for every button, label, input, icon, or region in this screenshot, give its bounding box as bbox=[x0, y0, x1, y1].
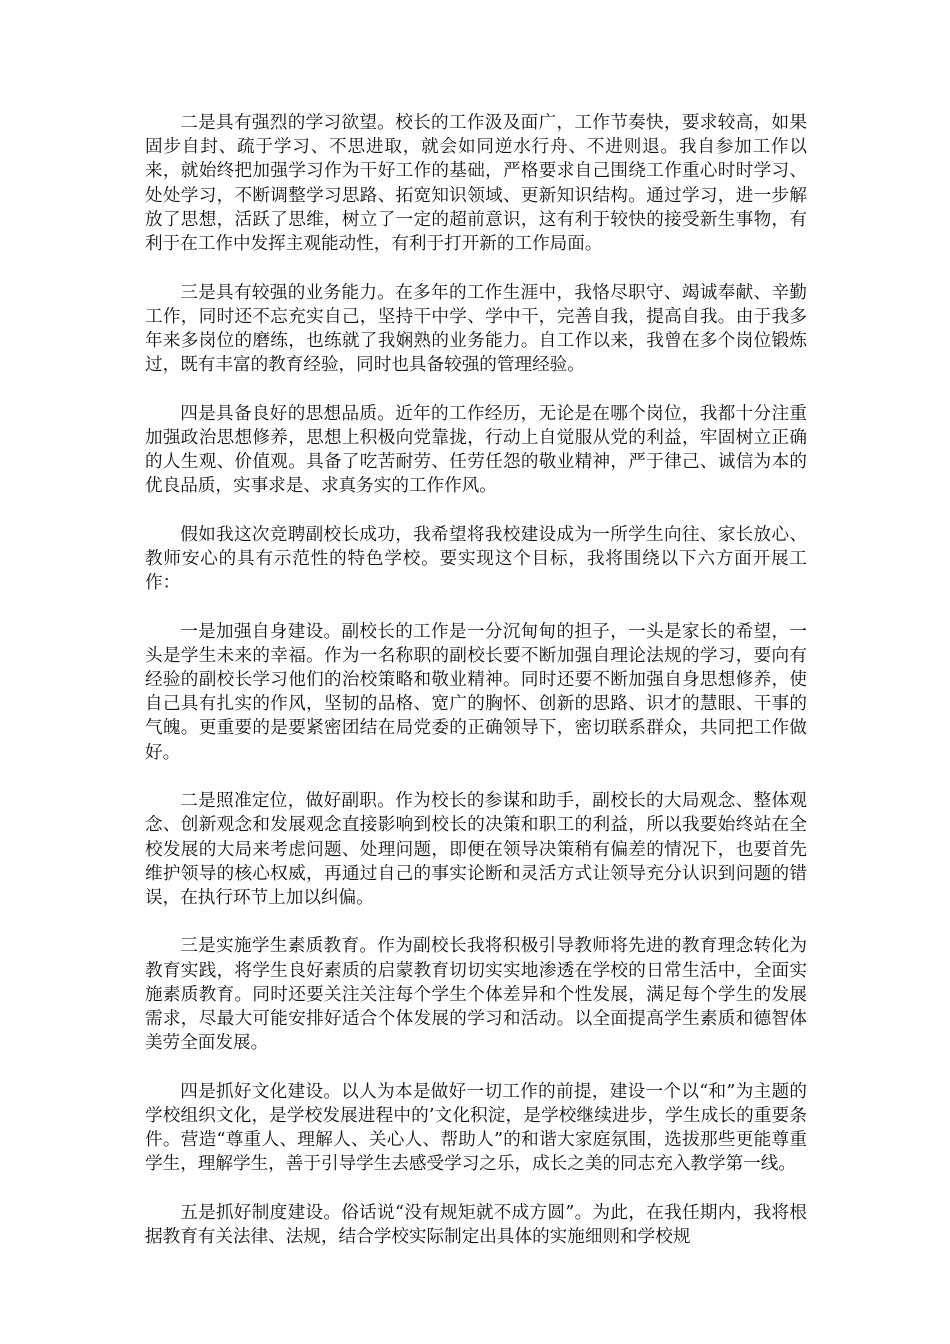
paragraph-goal-statement: 假如我这次竞聘副校长成功，我希望将我校建设成为一所学生向往、家长放心、教师安心的具有示范性的特色学校。要实现这个目标，我将围绕以下六方面开展工作： bbox=[145, 524, 807, 594]
paragraph-quality-education: 三是实施学生素质教育。作为副校长我将积极引导教师将先进的教育理念转化为教育实践，将学生良好素质的启蒙教育切切实实地渗透在学校的日常生活中，全面实施素质教育。同时还要关注关注每个学生个体差异和个性发展，满足每个学生的发展需求，尽最大可能安排好适合个体发展的学习和活动。以全面提高学生素质和德智体美劳全面发展。 bbox=[145, 936, 807, 1054]
paragraph-business-ability: 三是具有较强的业务能力。在多年的工作生涯中，我恪尽职守、竭诚奉献、辛勤工作，同时还不忘充实自己，坚持干中学、学中干，完善自我，提高自我。由于我多年来多岗位的磨练，也练就了我娴熟的业务能力。自工作以来，我曾在多个岗位锻炼过，既有丰富的教育经验，同时也具备较强的管理经验。 bbox=[145, 282, 807, 376]
paragraph-culture-building: 四是抓好文化建设。以人为本是做好一切工作的前提，建设一个以“和”为主题的学校组织文化，是学校发展进程中的’文化积淀，是学校继续进步，学生成长的重要条件。营造“尊重人、理解人、关心人、帮助人”的和谐大家庭氛围，选拔那些更能尊重学生，理解学生，善于引导学生去感受学习之乐，成长之美的同志充入教学第一线。 bbox=[145, 1081, 807, 1175]
paragraph-self-building: 一是加强自身建设。副校长的工作是一分沉甸甸的担子，一头是家长的希望，一头是学生未来的幸福。作为一名称职的副校长要不断加强自理论法规的学习，要向有经验的副校长学习他们的治校策略和敬业精神。同时还要不断加强自身思想修养，使自己具有扎实的作风，坚韧的品格、宽广的胸怀、创新的思路、识才的慧眼、干事的气魄。更重要的是要紧密团结在局党委的正确领导下，密切联系群众，共同把工作做好。 bbox=[145, 621, 807, 763]
paragraph-positioning: 二是照准定位，做好副职。作为校长的参谋和助手，副校长的大局观念、整体观念、创新观念和发展观念直接影响到校长的决策和职工的利益，所以我要始终站在全校发展的大局来考虑问题、处理问题，即便在领导决策稍有偏差的情况下，也要首先维护领导的核心权威，再通过自己的事实论断和灵活方式让领导充分认识到问题的错误，在执行环节上加以纠偏。 bbox=[145, 791, 807, 908]
paragraph-ideological-quality: 四是具备良好的思想品质。近年的工作经历，无论是在哪个岗位，我都十分注重加强政治思想修养，思想上积极向党靠拢，行动上自觉服从党的利益，牢固树立正确的人生观、价值观。具备了吃苦耐劳、任劳任怨的敬业精神，严于律己、诚信为本的优良品质，实事求是、求真务实的工作作风。 bbox=[145, 403, 807, 497]
paragraph-system-building: 五是抓好制度建设。俗话说“没有规矩就不成方圆”。为此，在我任期内，我将根据教育有关法律、法规，结合学校实际制定出具体的实施细则和学校规 bbox=[145, 1202, 807, 1248]
paragraph-learning-desire: 二是具有强烈的学习欲望。校长的工作汲及面广，工作节奏快，要求较高，如果固步自封、疏于学习、不思进取，就会如同逆水行舟、不进则退。我自参加工作以来，就始终把加强学习作为干好工作的基础，严格要求自己围绕工作重心时时学习、处处学习，不断调整学习思路、拓宽知识领域、更新知识结构。通过学习，进一步解放了思想，活跃了思维，树立了一定的超前意识，这有利于较快的接受新生事物，有利于在工作中发挥主观能动性，有利于打开新的工作局面。 bbox=[145, 113, 807, 255]
document-page bbox=[145, 111, 807, 1274]
